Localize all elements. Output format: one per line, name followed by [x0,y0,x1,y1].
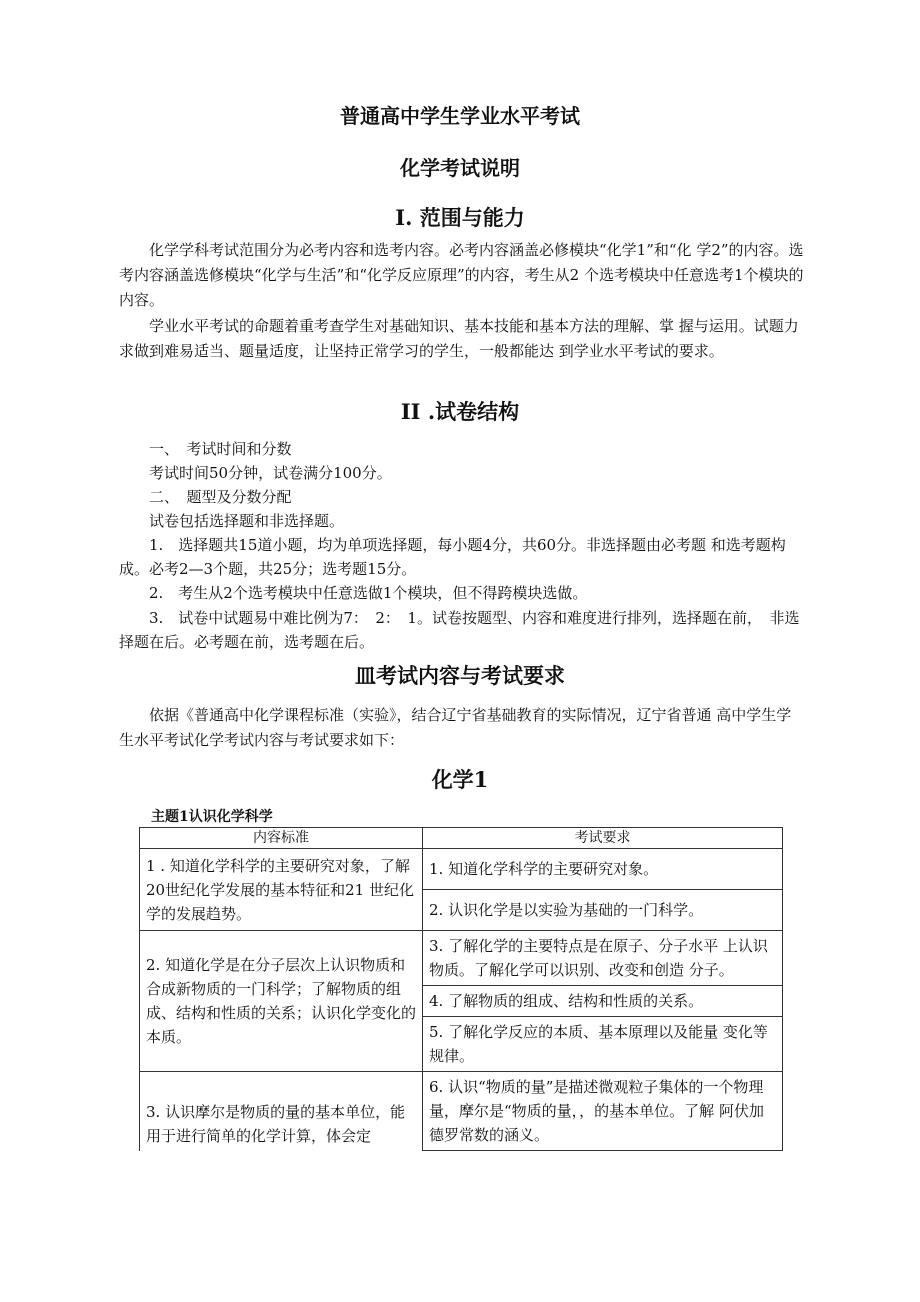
document-subtitle: 化学考试说明 [400,156,520,180]
standard-cell: 2. 知道化学是在分子层次上认识物质和合成新物质的一门科学；了解物质的组成、结构和性质的关系；认识化学变化的本质。 [140,931,423,1072]
standard-cell: 1 . 知道化学科学的主要研究对象，了解20世纪化学发展的基本特征和21 世纪化学的发展趋势。 [140,849,423,931]
section2-heading: II .试卷结构 [400,399,520,424]
section3-paragraph: 依据《普通高中化学课程标准（实验》，结合辽宁省基础教育的实际情况，辽宁省普通 高中学生学生水平考试化学考试内容与考试要求如下： [119,706,792,749]
section1-heading: I. 范围与能力 [395,205,525,230]
section2-item: 2. 考生从2个选考模块中任意选做1个模块，但不得跨模块选做。 [149,584,588,602]
section2-line: 考试时间50分钟，试卷满分100分。 [149,464,392,482]
standard-cell: 3. 认识摩尔是物质的量的基本单位，能用于进行简单的化学计算，体会定 [140,1072,423,1151]
section1-paragraph: 学业水平考试的命题着重考查学生对基础知识、基本技能和基本方法的理解、掌 握与运用。试题力求做到难易适当、题量适度，让坚持正常学习的学生，一般都能达 到学业水平考试的要求。 [119,317,799,360]
requirement-cell: 4. 了解物质的组成、结构和性质的关系。 [423,986,783,1017]
topic-title: 主题1认识化学科学 [151,809,273,825]
requirement-cell: 3. 了解化学的主要特点是在原子、分子水平 上认识物质。了解化学可以识别、改变和创造 分子。 [423,931,783,986]
requirement-cell: 1. 知道化学科学的主要研究对象。 [423,849,783,890]
section1-paragraph: 化学学科考试范围分为必考内容和选考内容。必考内容涵盖必修模块“化学1”和“化 学2”的内容。选考内容涵盖选修模块“化学与生活”和“化学反应原理”的内容，考生从2 个选考模块中任意选考1个模块的内容。 [119,241,804,309]
column-header: 内容标准 [140,828,423,849]
section2-line: 二、 题型及分数分配 [149,488,292,506]
requirement-cell: 5. 了解化学反应的本质、基本原理以及能量 变化等规律。 [423,1017,783,1072]
requirements-table [139,827,783,1151]
table-header-row [140,828,783,849]
section3-heading: 皿考试内容与考试要求 [355,663,565,688]
section2-line: 试卷包括选择题和非选择题。 [149,512,345,530]
requirement-cell: 2. 认识化学是以实验为基础的一门科学。 [423,890,783,931]
column-header: 考试要求 [423,828,783,849]
requirement-cell: 6. 认识“物质的量”是描述微观粒子集体的一个物理量，摩尔是“物质的量，，的基本单位。了解 阿伏加德罗常数的涵义。 [423,1072,783,1151]
table-row [140,1072,783,1151]
chem1-heading: 化学1 [431,767,489,792]
table-row [140,931,783,986]
document-title: 普通高中学生学业水平考试 [340,104,580,128]
table-row [140,849,783,890]
section2-line: 一、 考试时间和分数 [149,440,292,458]
section2-item: 3. 试卷中试题易中难比例为7： 2： 1。试卷按题型、内容和难度进行排列，选择题在前， 非选择题在后。必考题在前，选考题在后。 [119,609,800,651]
section2-item: 1. 选择题共15道小题，均为单项选择题，每小题4分，共60分。非选择题由必考题 和选考题构成。必考2—3个题，共25分；选考题15分。 [119,536,786,578]
